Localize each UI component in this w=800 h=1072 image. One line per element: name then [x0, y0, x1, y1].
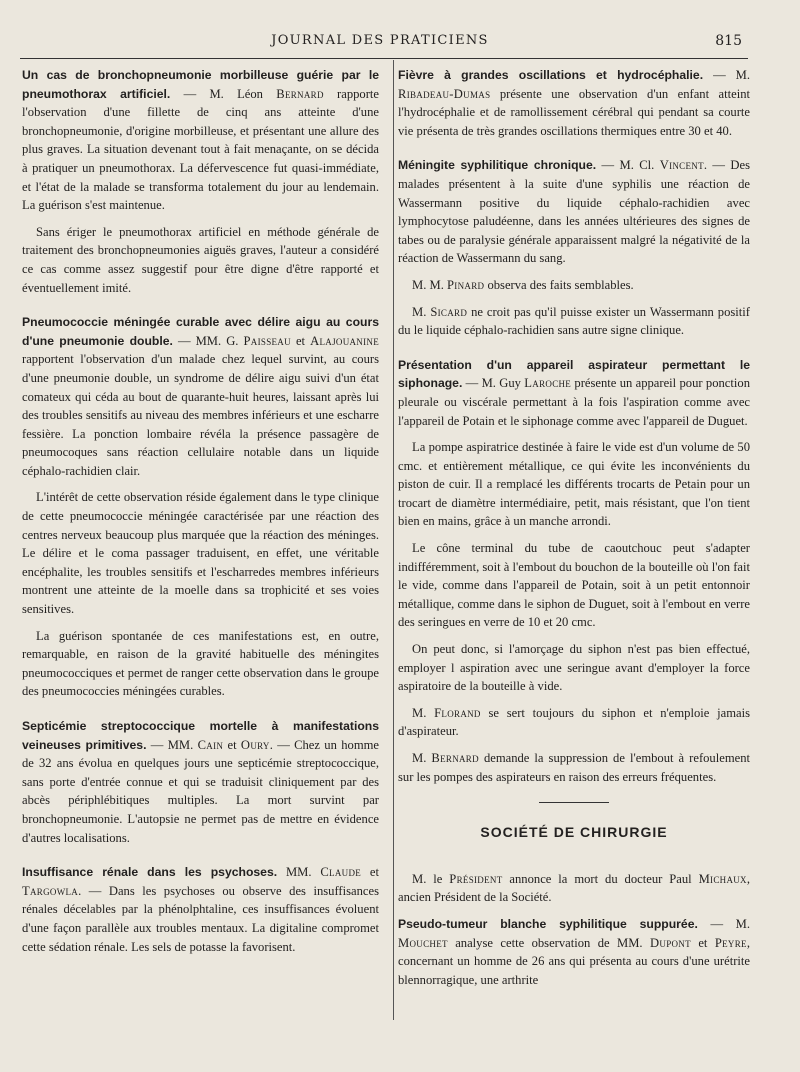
article-insuffisance-renale: Insuffisance rénale dans les psychoses. MM. Claude et Targowla. — Dans les psychoses ou observe des insuffisances rénales décelables par la phénolphtaline, ces insuffisances évoluent d'une façon parallèle aux troubles mentaux. La digitaline compromet cette sédation rénale. Les sels de potasse la favorisent.	[22, 865, 379, 954]
article-meningite: Méningite syphilitique chronique. — M. Cl. Vincent. — Des malades présentent à la suite d'une syphilis une réaction de Wassermann positive du liquide céphalo-rachidien avec lymphocytose paludéenne, dans les années ultérieures des signes de tabes ou de paralysie générale apparaissent malgré la négativité de la réaction de Wassermann du sang.	[398, 158, 750, 266]
author-name: Pinard	[447, 277, 485, 292]
author-name: Paisseau	[243, 333, 291, 348]
author-name: Claude	[320, 865, 362, 880]
author-name: Laroche	[524, 376, 572, 391]
author-name: Alajouanine	[310, 333, 379, 348]
paragraph: . — Chez un homme de 32 ans évolua en quelques jours une septicémie streptococcique, sans porte d'entrée connue et qui se traduisit cliniquement par des abcès périphlébitiques multiples. La mort survint par bronchopneumonie. L'autopsie ne permet pas de mettre en évidence d'autres localisations.	[22, 737, 379, 845]
article-heading: Septicémie streptococcique mortelle à manifestations veineuses primitives.	[22, 719, 379, 752]
author-name: Targowla	[22, 883, 79, 898]
running-title: JOURNAL DES PRATICIENS	[271, 33, 489, 48]
author-name: Bernard	[431, 751, 479, 765]
paragraph: La pompe aspiratrice destinée à faire le vide est d'un volume de 50 cmc. et entièrement métallique, ce qui évite les inconvénients du piston de cuir. Il a remplacé les différents trocarts de Petain pour un trocart de diamètre intermédiaire, petit, mais résistant, que l'on tient bien en mains, grâce à un manche arrondi.	[398, 440, 750, 529]
paragraph: . — Des malades présentent à la suite d'une syphilis une réaction de Wassermann positive du liquide céphalo-rachidien avec lymphocytose paludéenne, dans les années ultérieures des signes de tabes ou de paralysie générale apparaissent malgré la négativité de la réaction de Wassermann du sang.	[398, 158, 750, 266]
author-name: Vincent	[659, 158, 704, 173]
section-title: SOCIÉTÉ DE CHIRURGIE	[480, 824, 668, 841]
article-heading: Insuffisance rénale dans les psychoses.	[22, 865, 278, 880]
article-heading: Méningite syphilitique chronique.	[398, 158, 597, 173]
article-pseudo-tumeur: Pseudo-tumeur blanche syphilitique suppurée. — M. Mouchet analyse cette observation de MM. Dupont et Peyre, concernant un homme de 26 ans qui présenta au cours d'une urétrite blennorragique, une arthrite	[398, 916, 750, 987]
paragraph: présente une observation d'un enfant atteint l'hydrocéphalie et de ramollissement cérébral qui pendant sa courte vie présenta de très grandes oscillations thermiques entre 30 et 40.	[398, 86, 750, 138]
paragraph: On peut donc, si l'amorçage du siphon n'est pas bien effectué, employer l aspiration avec une seringue avant d'employer la force aspiratoire de la bouteille à vide.	[398, 642, 750, 694]
article-fievre: Fièvre à grandes oscillations et hydrocéphalie. — M. Ribadeau-Dumas présente une observation d'un enfant atteint l'hydrocéphalie et de ramollissement cérébral qui pendant sa courte vie présenta de très grandes oscillations thermiques entre 30 et 40.	[398, 68, 750, 138]
left-column	[22, 66, 379, 964]
article-septicemie: Septicémie streptococcique mortelle à manifestations veineuses primitives. — MM. Cain et Oury. — Chez un homme de 32 ans évolua en quelques jours une septicémie streptococcique, sans porte d'entrée connue et qui se traduisit cliniquement par des abcès périphlébitiques multiples. La mort survint par bronchopneumonie. L'autopsie ne permet pas de mettre en évidence d'autres localisations.	[22, 719, 379, 845]
article-pneumococcie: Pneumococcie méningée curable avec délire aigu au cours d'une pneumonie double. — MM. G. Paisseau et Alajouanine rapportent l'observation d'un malade chez lequel survint, au cours d'une pneumonie double, un syndrome de délire aigu suivi d'un état comateux qui céda au bout de quarante-huit heures, laissant après lui des troubles sensitifs au niveau des membres inférieurs et une escharre fessière. La ponction lombaire révéla la présence passagère de pneumocoques sans réaction cellulaire notable dans un liquide céphalo-rachidien clair.	[22, 315, 379, 478]
paragraph: M. Florand se sert toujours du siphon et n'emploie jamais d'aspirateur.	[398, 705, 750, 739]
article-heading: Pseudo-tumeur blanche syphilitique suppurée.	[398, 916, 698, 931]
article-bronchopneumonie: Un cas de bronchopneumonie morbilleuse guérie par le pneumothorax artificiel. — M. Léon Bernard rapporte l'observation d'une fillette de cinq ans atteinte d'une bronchopneumonie, d'origine morbilleuse, et présentant une allure des plus graves. La situation devenant tout à fait menaçante, on se décida à pratiquer un pneumothorax. La défervescence fut quasi-immédiate, et l'état de la malade se transforma totalement du jour au lendemain. La guérison s'est maintenue.	[22, 68, 380, 213]
paragraph: M. M. Pinard observa des faits semblables.	[412, 277, 634, 292]
article-heading: Fièvre à grandes oscillations et hydrocéphalie.	[398, 68, 704, 82]
author-name: Ribadeau-Dumas	[398, 86, 491, 101]
paragraph: La guérison spontanée de ces manifestations est, en outre, remarquable, en raison de la gravité habituelle des méningites pneumococciques et permet de ranger cette observation dans le groupe des pneumococcies méningées curables.	[22, 628, 379, 699]
announcement: M. le Président annonce la mort du docteur Paul Michaux, ancien Président de la Société.	[398, 871, 751, 905]
author-name: Cain	[197, 737, 224, 752]
header-rule	[20, 58, 748, 59]
column-divider	[393, 60, 394, 1020]
paragraph: rapportent l'observation d'un malade chez lequel survint, au cours d'une pneumonie double, un syndrome de délire aigu suivi d'un état comateux qui céda au bout de quarante-huit heures, laissant après lui des troubles sensitifs au niveau des membres inférieurs et une escharre fessière. La ponction lombaire révéla la présence passagère de pneumocoques sans réaction cellulaire notable dans un liquide céphalo-rachidien clair.	[22, 352, 379, 478]
paragraph: M. Bernard demande la suppression de l'embout à refoulement sur les pompes des aspirateurs en raison des erreurs fréquentes.	[398, 751, 750, 784]
right-column	[398, 66, 750, 997]
article-heading: Pneumococcie méningée curable avec délire aigu au cours d'une pneumonie double.	[22, 315, 379, 348]
paragraph: Sans ériger le pneumothorax artificiel en méthode générale de traitement des bronchopneumonies aiguës graves, l'auteur a considéré ce cas comme assez suggestif pour être digne d'être rapporté et éventuellement imité.	[22, 224, 379, 295]
article-heading: Un cas de bronchopneumonie morbilleuse guérie par le pneumothorax artificiel.	[22, 68, 379, 101]
paragraph: rapporte l'observation d'une fillette de cinq ans atteinte d'une bronchopneumonie, d'origine morbilleuse, et présentant une allure des plus graves. La situation devenant tout à fait menaçante, on se décida à pratiquer un pneumothorax. La défervescence fut quasi-immédiate, et l'état de la malade se transforma totalement du jour au lendemain. La guérison s'est maintenue.	[22, 86, 380, 213]
paragraph: L'intérêt de cette observation réside également dans le type clinique de cette pneumococcie méningée caractérisée par une réaction des centres nerveux beaucoup plus marquée que la réaction des méninges. Le délire et le coma passager traduisent, en effet, une véritable encéphalite, les troubles sensitifs et l'escharredes membres inférieurs montrent une atteinte de la moelle dans sa trophicité et ses voies sensitives.	[22, 490, 379, 617]
paragraph: M. Sicard ne croit pas qu'il puisse exister un Wassermann positif du le liquide céphalo-rachidien sans autre signe clinique.	[398, 304, 750, 338]
page-number: 815	[715, 33, 742, 49]
paragraph: , concernant un homme de 26 ans qui présenta au cours d'une urétrite blennorragique, une arthrite	[398, 935, 750, 987]
author-name: Oury	[240, 737, 270, 752]
paragraph: . — Dans les psychoses ou observe des insuffisances rénales décelables par la phénolphtaline, ces insuffisances évoluent d'une façon parallèle aux troubles mentaux. La digitaline compromet cette sédation rénale. Les sels de potasse la favorisent.	[22, 883, 379, 954]
paragraph: Le cône terminal du tube de caoutchouc peut s'adapter indifféremment, soit à l'embout du bouchon de la bouteille où l'on fait le vide, comme dans l'appareil de Potain, soit à un petit entonnoir métallique, comme dans le siphon de Duguet, soit à l'embout en verre des seringues en verre de 10 et 20 cmc.	[398, 541, 750, 630]
page-header	[20, 32, 740, 54]
author-name: Mouchet	[398, 935, 448, 950]
author-name: Bernard	[276, 86, 324, 101]
author-name: Michaux	[698, 871, 747, 886]
paragraph: présente un appareil pour ponction pleurale ou viscérale permettant à la fois l'aspiration comme avec l'appareil de Potain et le siphonage comme avec l'appareil de Duguet.	[398, 376, 750, 428]
author-name: Peyre	[714, 935, 747, 950]
article-appareil-aspirateur: Présentation d'un appareil aspirateur permettant le siphonage. — M. Guy Laroche présente un appareil pour ponction pleurale ou viscérale permettant à la fois l'aspiration comme avec l'appareil de Potain et le siphonage comme avec l'appareil de Duguet.	[398, 357, 750, 428]
article-heading: Présentation d'un appareil aspirateur permettant le siphonage.	[398, 357, 750, 391]
section-separator	[539, 802, 609, 803]
author-name: Florand	[434, 705, 481, 720]
author-name: Sicard	[430, 304, 468, 319]
author-name: Dupont	[650, 935, 691, 950]
